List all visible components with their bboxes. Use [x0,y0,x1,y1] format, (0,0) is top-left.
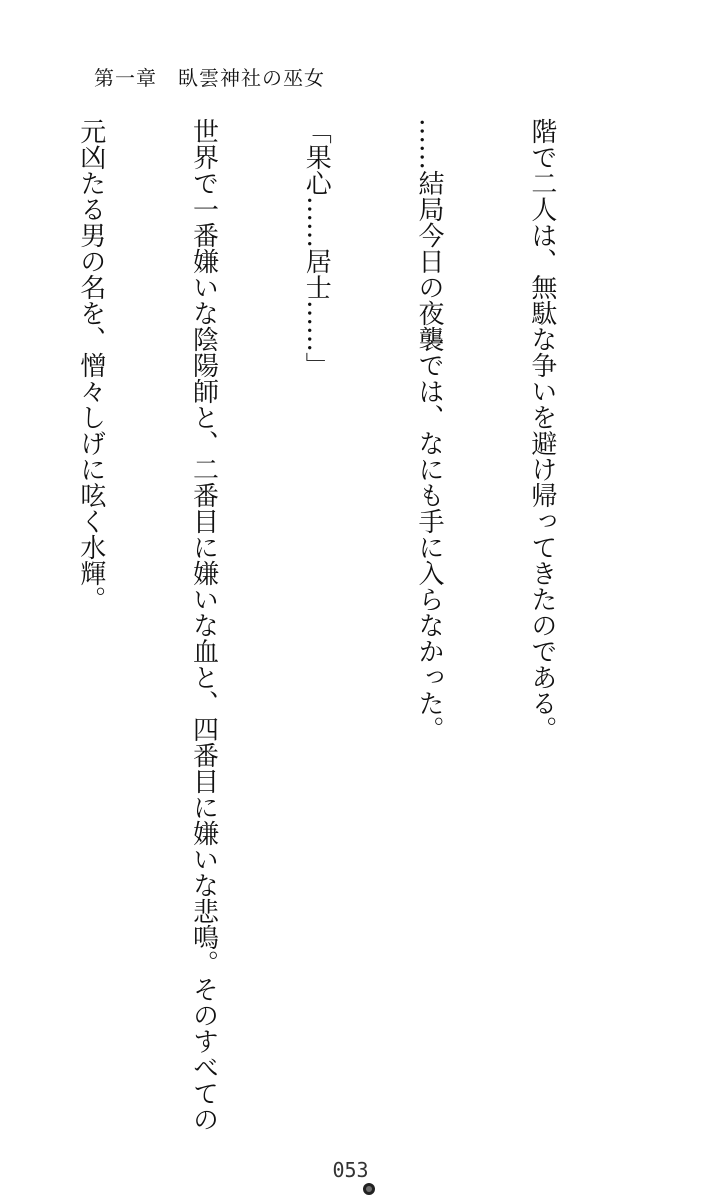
text-line: ……結局今日の夜襲では、なにも手に入らなかった。 [414,118,445,742]
folio-dot-icon [363,1183,375,1195]
text-line: 世界で一番嫌いな陰陽師と、二番目に嫌いな血と、四番目に嫌いな悲鳴。そのすべての [188,118,219,1132]
body-text [0,118,635,1148]
chapter-header: 第一章 臥雲神社の巫女 [94,66,325,90]
text-line: 階で二人は、無駄な争いを避け帰ってきたのである。 [526,118,557,742]
text-line: 「果心……居士……」 [301,118,332,378]
page-number: 053 [332,1158,369,1182]
text-line: 元凶たる男の名を、憎々しげに呟く水輝。 [75,118,106,612]
